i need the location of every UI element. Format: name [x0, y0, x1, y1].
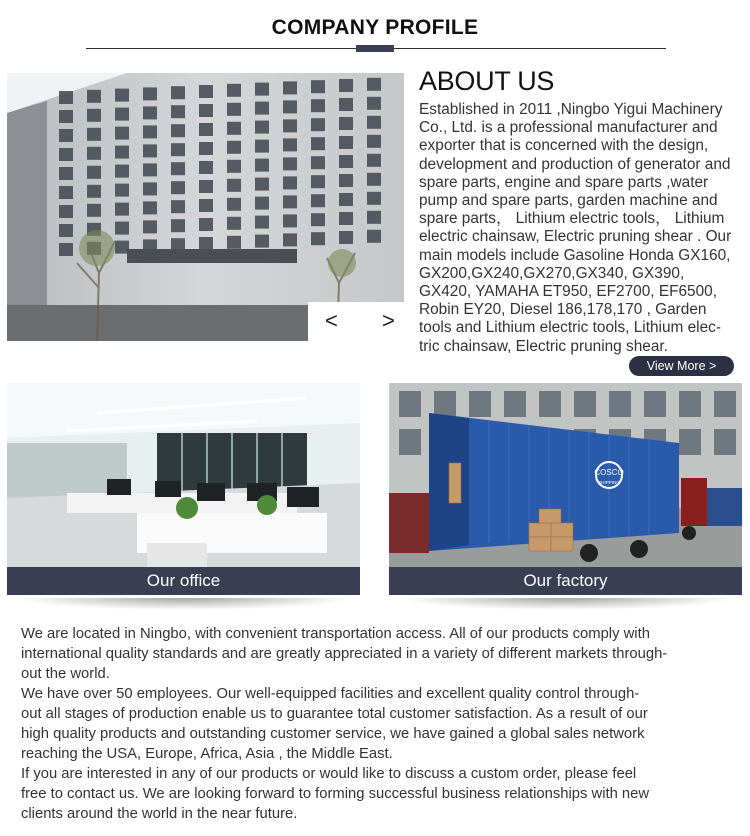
office-photo [7, 383, 360, 595]
container-brand-sub: SHIPPING [598, 480, 620, 485]
slider-controls [308, 302, 404, 341]
title-accent-bar [356, 45, 394, 52]
container-brand: COSCO [594, 468, 624, 477]
office-label: Our office [7, 567, 360, 595]
paragraph-employees: We have over 50 employees. Our well-equipped facilities and excellent quality control through- out all stages of production enable us to guarantee total customer satisfaction. As a result of our high quality products and outstanding customer service, we have gained a global sales network reaching the USA, Europe, Africa, Asia , the Middle East. [21, 686, 648, 762]
view-more-button[interactable]: View More > [629, 356, 734, 376]
building-photo [7, 73, 404, 341]
about-heading: ABOUT US [419, 66, 555, 96]
company-description [21, 624, 733, 824]
paragraph-location: We are located in Ningbo, with convenient transportation access. All of our products comply with international quality standards and are greatly appreciated in a variety of different markets through- out the world. [21, 626, 668, 682]
slider-prev-button[interactable]: < [325, 308, 338, 333]
slider-next-button[interactable]: > [382, 308, 395, 333]
factory-photo [389, 383, 742, 595]
factory-card-shadow [396, 598, 736, 610]
about-description: Established in 2011 ,Ningbo Yigui Machinery Co., Ltd. is a professional manufacturer and exporter that is concerned with the design, development and production of generator and spare parts, engine and spare parts ,water pump and spare parts, garden machine and spare parts， Lithium electric tools， Lithium electric chainsaw, Electric pruning shear . Our main models include Gasoline Honda GX160, GX200,GX240,GX270,GX340, GX390, GX420, YAMAHA ET950, EF2700, EF6500, Robin EY20, Diesel 186,178,170 , Garden tools and Lithium electric tools, Lithium elec- tric chainsaw, Electric pruning shear. [419, 101, 732, 355]
page-title: COMPANY PROFILE [271, 16, 479, 39]
paragraph-contact: If you are interested in any of our products or would like to discuss a custom order, please feel free to contact us. We are looking forward to forming successful business relationships with new clients around the world in the near future. [21, 766, 650, 822]
office-card [7, 383, 360, 595]
factory-card [389, 383, 742, 595]
office-card-shadow [14, 598, 354, 610]
factory-label: Our factory [389, 567, 742, 595]
